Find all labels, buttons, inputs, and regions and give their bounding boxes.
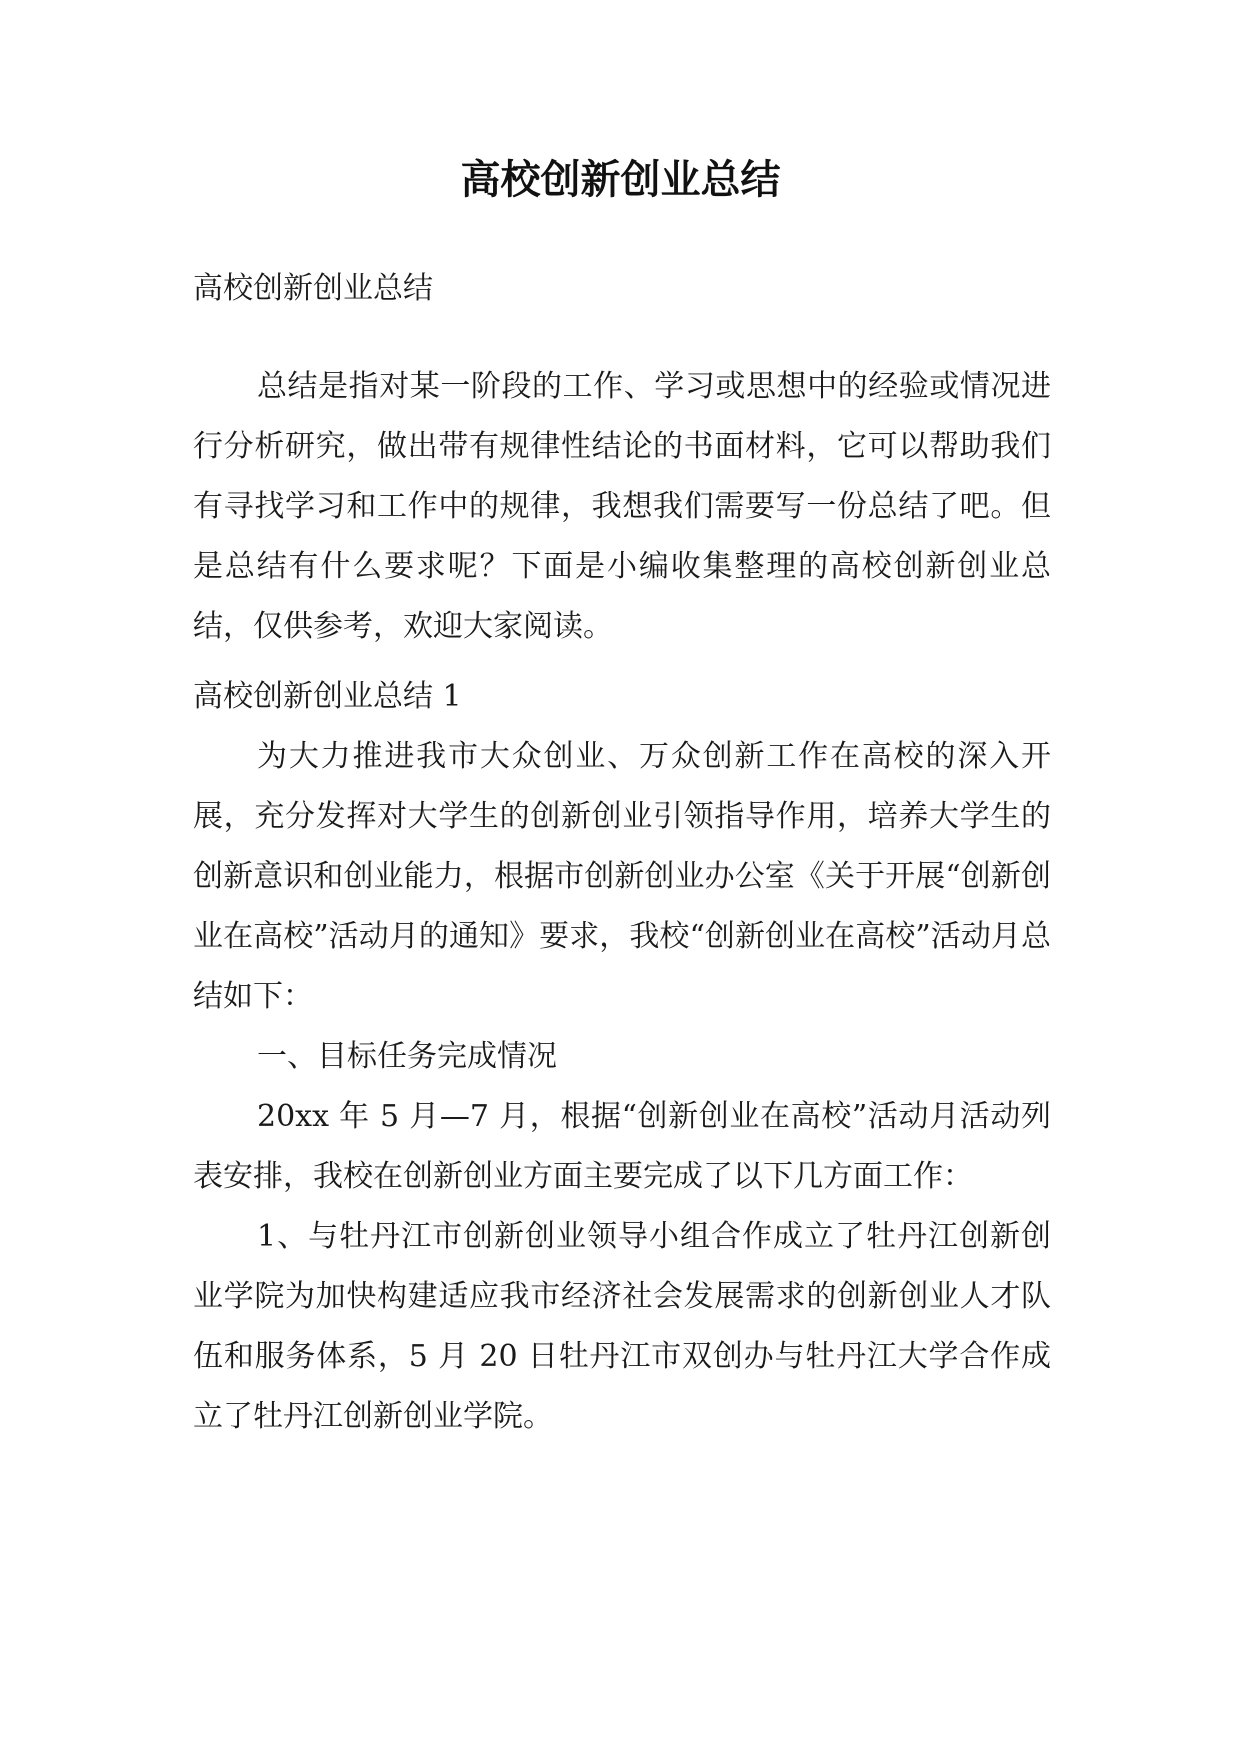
intro-paragraph: 总结是指对某一阶段的工作、学习或思想中的经验或情况进行分析研究，做出带有规律性结论的书面材料，它可以帮助我们有寻找学习和工作中的规律，我想我们需要写一份总结了吧。但是总结有什么要求呢？下面是小编收集整理的高校创新创业总结，仅供参考，欢迎大家阅读。	[193, 369, 1051, 644]
document-title: 高校创新创业总结	[460, 156, 781, 203]
section-1-block	[193, 667, 1051, 1447]
body-paragraph: 20xx 年 5 月—7 月，根据“创新创业在高校”活动月活动列表安排，我校在创新创业方面主要完成了以下几方面工作：	[193, 1099, 1051, 1194]
section-heading: 高校创新创业总结 1	[193, 679, 462, 714]
intro-block	[193, 357, 1051, 657]
body-paragraph: 为大力推进我市大众创业、万众创新工作在高校的深入开展，充分发挥对大学生的创新创业引领指导作用，培养大学生的创新意识和创业能力，根据市创新创业办公室《关于开展“创新创业在高校”活动月的通知》要求，我校“创新创业在高校”活动月总结如下：	[193, 739, 1051, 1014]
document-subtitle-block	[193, 259, 1051, 319]
body-paragraph: 1、与牡丹江市创新创业领导小组合作成立了牡丹江创新创业学院为加快构建适应我市经济社会发展需求的创新创业人才队伍和服务体系，5 月 20 日牡丹江市双创办与牡丹江大学合作成立了牡丹江创新创业学院。	[193, 1219, 1051, 1434]
body-paragraph: 一、目标任务完成情况	[257, 1039, 557, 1074]
document-subtitle: 高校创新创业总结	[193, 271, 433, 306]
